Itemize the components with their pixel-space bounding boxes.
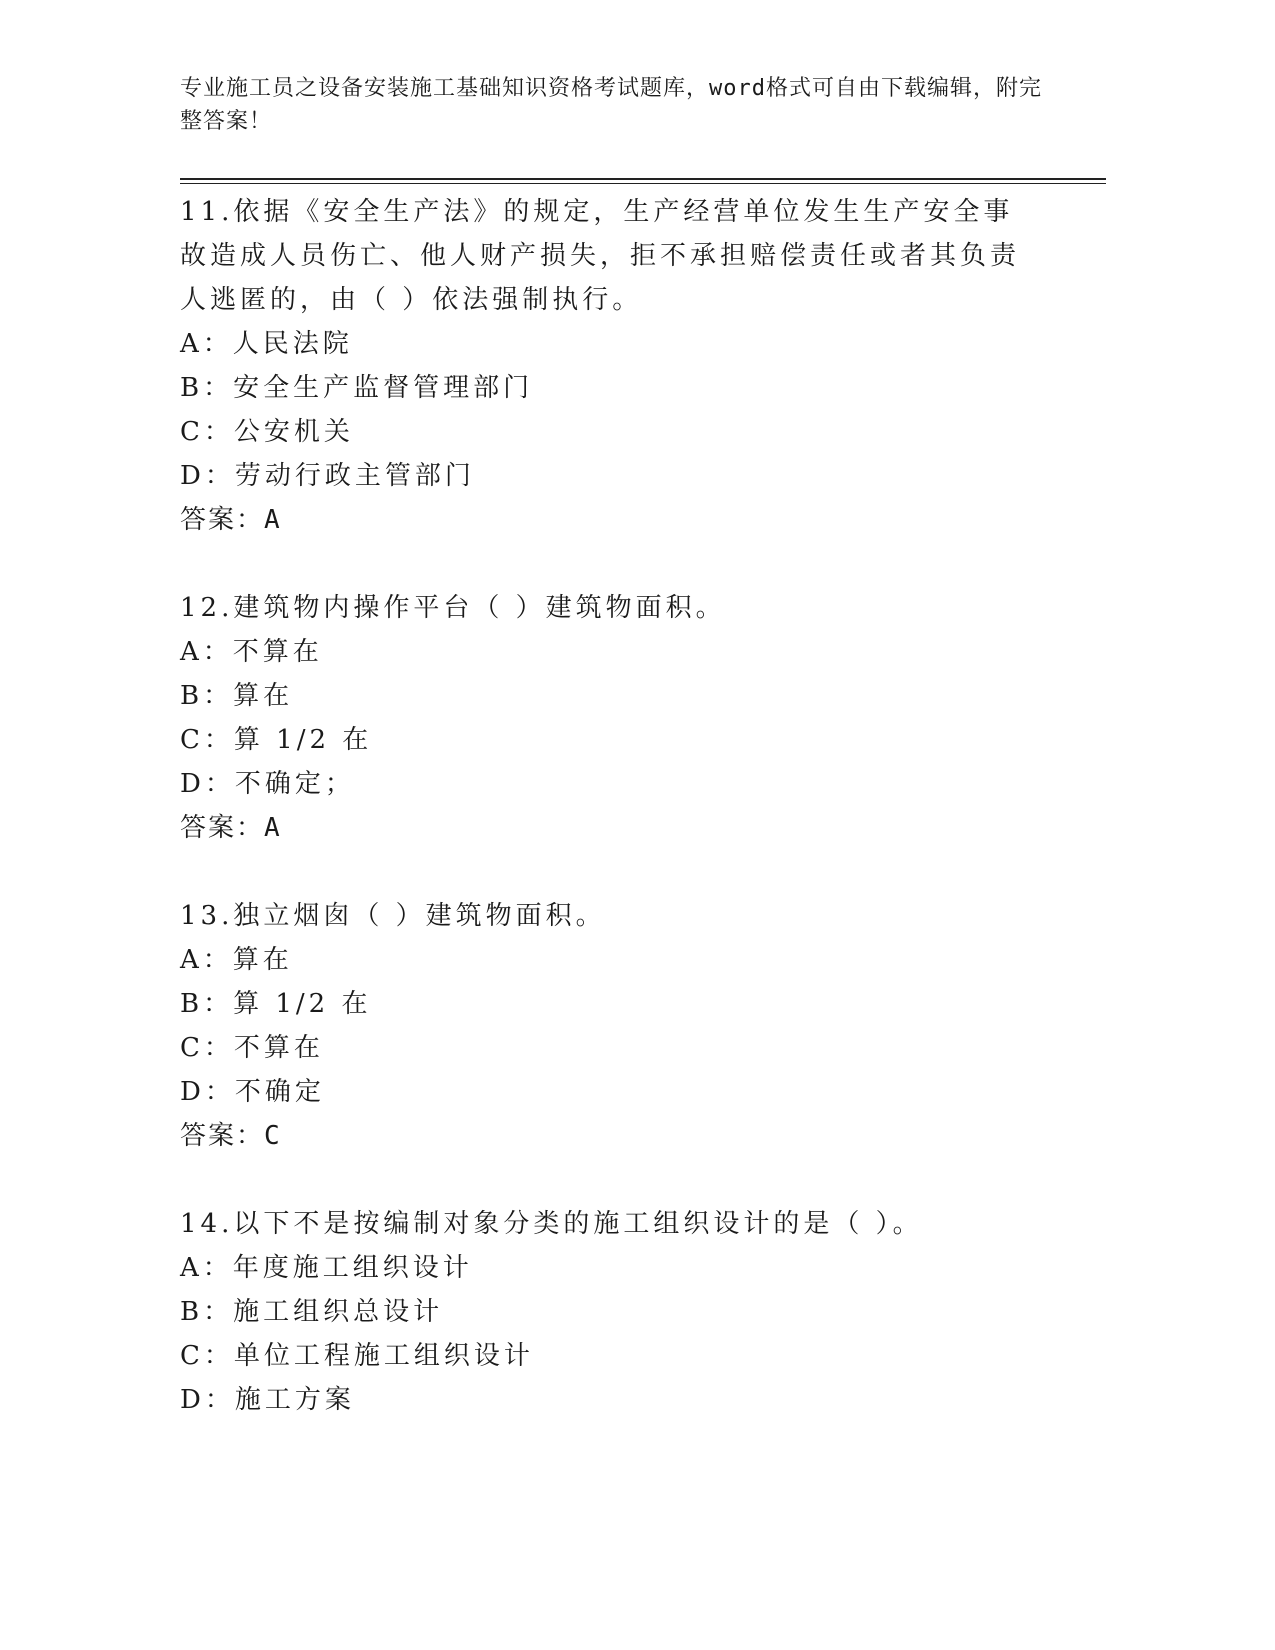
answer-label: 答案：A (180, 505, 282, 535)
option-c: C：单位工程施工组织设计 (180, 1341, 534, 1371)
question-13 (180, 894, 1080, 1158)
question-11 (180, 190, 1080, 542)
option-b: B：安全生产监督管理部门 (180, 373, 534, 403)
header-divider-thick (180, 178, 1106, 180)
option-d: D：不确定； (180, 769, 355, 799)
option-a: A：人民法院 (180, 329, 353, 359)
answer-label: 答案：C (180, 1121, 282, 1151)
option-a: A：算在 (180, 945, 293, 975)
option-b: B：施工组织总设计 (180, 1297, 444, 1327)
question-list (180, 190, 1080, 1422)
question-stem: 12.建筑物内操作平台（ ）建筑物面积。 (180, 593, 726, 623)
option-d: D：不确定 (180, 1077, 325, 1107)
question-stem: 13.独立烟囱（ ）建筑物面积。 (180, 901, 606, 931)
option-a: A：年度施工组织设计 (180, 1253, 473, 1283)
question-stem: 14.以下不是按编制对象分类的施工组织设计的是（ ）。 (180, 1209, 923, 1239)
option-c: C：公安机关 (180, 417, 354, 447)
option-c: C：不算在 (180, 1033, 324, 1063)
option-c: C：算 1/2 在 (180, 725, 373, 755)
option-a: A：不算在 (180, 637, 323, 667)
option-b: B：算 1/2 在 (180, 989, 372, 1019)
answer-label: 答案：A (180, 813, 282, 843)
option-b: B：算在 (180, 681, 294, 711)
document-header: 专业施工员之设备安装施工基础知识资格考试题库，word格式可自由下载编辑，附完整答案！ (180, 76, 1042, 134)
option-d: D：施工方案 (180, 1385, 355, 1415)
question-stem: 11.依据《安全生产法》的规定，生产经营单位发生生产安全事故造成人员伤亡、他人财产损失，拒不承担赔偿责任或者其负责人逃匿的，由（ ）依法强制执行。 (180, 197, 1021, 315)
question-12 (180, 586, 1080, 850)
header-divider-thin (180, 183, 1106, 184)
question-14 (180, 1202, 1080, 1422)
option-d: D：劳动行政主管部门 (180, 461, 475, 491)
